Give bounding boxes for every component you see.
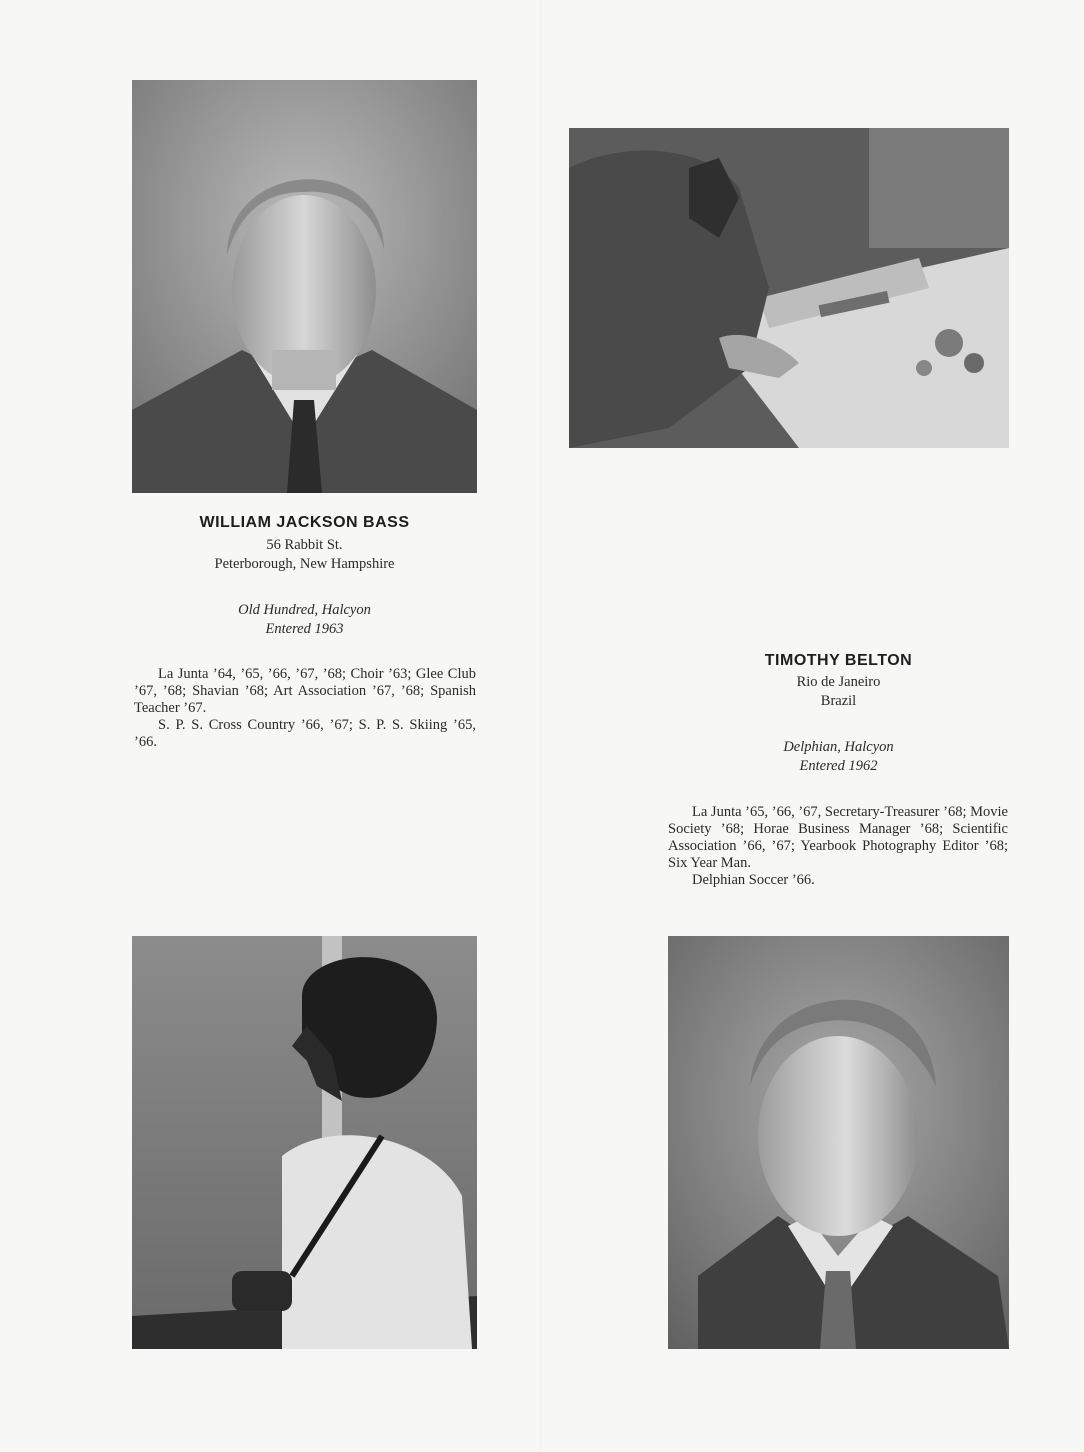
bass-entered: Entered 1963 (265, 621, 344, 637)
bass-address (132, 536, 477, 574)
bass-activities-para2: S. P. S. Cross Country ’66, ’67; S. P. S. Skiing ’65, ’66. (134, 717, 476, 750)
belton-house-info (668, 738, 1009, 776)
bass-address-line2: Peterborough, New Hampshire (214, 556, 395, 572)
bass-house: Old Hundred, Halcyon (238, 602, 371, 618)
bass-address-line1: 56 Rabbit St. (266, 537, 343, 553)
belton-address (668, 673, 1009, 711)
bass-camera-photo (132, 936, 477, 1349)
belton-name: TIMOTHY BELTON (764, 652, 913, 669)
belton-activities-para1: La Junta ’65, ’66, ’67, Secretary-Treasurer ’68; Movie Society ’68; Horae Business Manager ’68; Scientific Association ’66, ’67; Yearbook Photography Editor ’68; Six Year Man. (668, 804, 1008, 871)
bass-house-info (132, 601, 477, 639)
bass-portrait-photo (132, 80, 477, 493)
belton-address-line1: Rio de Janeiro (796, 674, 881, 690)
belton-activities-para2: Delphian Soccer ’66. (692, 872, 815, 888)
bass-activities (134, 666, 476, 751)
belton-entered: Entered 1962 (799, 758, 878, 774)
page-fold (540, 0, 542, 1452)
bass-activities-para1: La Junta ’64, ’65, ’66, ’67, ’68; Choir ’63; Glee Club ’67, ’68; Shavian ’68; Art Association ’67, ’68; Spanish Teacher ’67. (134, 666, 476, 716)
belton-house: Delphian, Halcyon (783, 739, 894, 755)
bass-name: WILLIAM JACKSON BASS (199, 514, 410, 531)
belton-portrait-photo (668, 936, 1009, 1349)
belton-activities (668, 804, 1008, 889)
belton-address-line2: Brazil (820, 693, 857, 709)
belton-working-photo (569, 128, 1009, 448)
